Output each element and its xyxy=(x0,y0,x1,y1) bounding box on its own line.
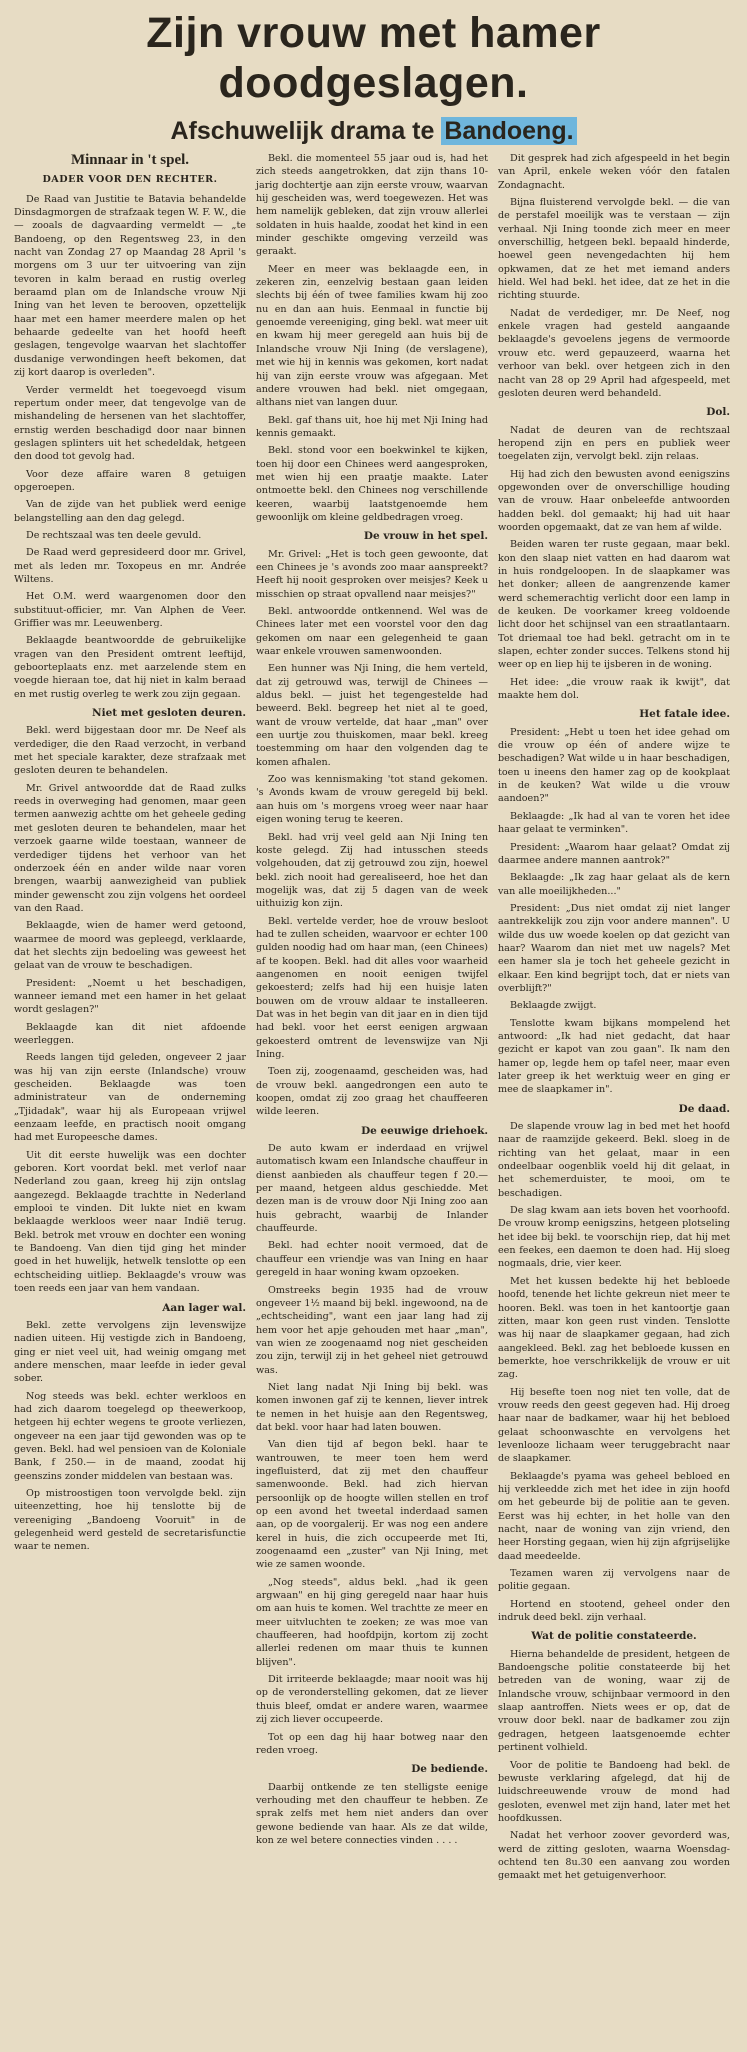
paragraph: President: „Waarom haar gelaat? Omdat zij daarmee andere mannen aantrok?" xyxy=(498,841,730,866)
paragraph: Bekl. stond voor een boekwinkel te kijken, toen hij door een Chinees werd aangesproken, met wien hij een praatje maakte. Later ontmoette bekl. den Chinees nog verschillende keeren, waarbij laatstgenoemde hem gewoonlijk om kleine geldbedragen vroeg. xyxy=(256,445,488,523)
paragraph: Hortend en stootend, geheel onder den indruk deed bekl. zijn verhaal. xyxy=(498,1598,730,1624)
column-3 xyxy=(498,152,730,1887)
paragraph: Voor de politie te Bandoeng had bekl. de bewuste verklaring afgelegd, dat hij de luidschreeuwende vrouw de mond had gesloten, evenwel met zijn hand, later met het hoofdkussen. xyxy=(498,1759,730,1824)
paragraph: Hij had zich den bewusten avond eenigszins opgewonden over de onverschillige houding van de vrouw. Haar onbeleefde antwoorden hadden bekl. dol gemaakt; hij had uit haar woorden opgemaakt, dat ze van hem af wilde. xyxy=(498,468,730,533)
paragraph: Beklaagde beantwoordde de gebruikelijke vragen van den President omtrent leeftijd, geboorteplaats enz. met aarzelende stem en voegde hieraan toe, dat hij niet in kalm beraad en met rustig overleg te werk zou zijn gegaan. xyxy=(14,635,246,700)
subhead xyxy=(14,116,733,146)
paragraph: Hierna behandelde de president, hetgeen de Bandoengsche politie constateerde bij het betreden van de woning, waar zij de Inlandsche vrouw, schijnbaar vermoord in den slaap aantroffen. Niets wees er op, dat de vrouw door bekl. naar de badkamer zou zijn gedragen, hetgeen laatsgenoemde echter pertinent volhield. xyxy=(498,1648,730,1754)
paragraph: De Raad werd gepresideerd door mr. Grivel, met als leden mr. Toxopeus en mr. Andrée Wiltens. xyxy=(14,547,246,585)
paragraph: Bekl. vertelde verder, hoe de vrouw besloot had te zullen scheiden, waarvoor er echter 100 gulden noodig had om haar man, (een Chinees) af te koopen. Bekl. had dit alles voor waarheid aangenomen en nooit eenigen twijfel gekoesterd; zelfs had hij een huisje laten bouwen om de vrouw aldaar te installeeren. Dat was in het begin van dit jaar en in dien tijd had bekl. voor het eerst eenigen argwaan gekoesterd omtrent de levenswijze van Nji Ining. xyxy=(256,915,488,1060)
paragraph: Tenslotte kwam bijkans mompelend het antwoord: „Ik had niet gedacht, dat haar gezicht er kapot van zou gaan". Ik nam den hamer op, legde hem op tafel neer, maar even later greep ik het werktuig weer en ging er mee de slaapkamer in". xyxy=(498,1017,730,1096)
paragraph: Meer en meer was beklaagde een, in zekeren zin, eenzelvig bestaan gaan leiden slechts bij één of twee families kwam hij zoo nu en dan aan huis. Eenmaal in functie bij genoemde vereeniging, ging bekl. wat meer uit en kwam hij meer geregeld aan huis bij de Inlandsche vrouw Nji Ining (de verslagene), met wie hij in kennis was gekomen, kort nadat hij van zijn eerste vrouw was afgegaan. Met andere vrouwen had bekl. niet omgegaan, althans niet van langen duur. xyxy=(256,263,488,409)
section-heading: Niet met gesloten deuren. xyxy=(92,707,246,720)
section-heading: De daad. xyxy=(678,1102,730,1115)
section-dader: DADER VOOR DEN RECHTER. xyxy=(42,174,218,186)
subhead-city: Bandoeng. xyxy=(441,117,576,145)
paragraph: Een hunner was Nji Ining, die hem verteld, dat zij getrouwd was, terwijl de Chinees — aldus bekl. — juist het tegengestelde had beweerd. Bekl. begreep het niet al te goed, want de vrouw vertelde, dat haar „man" over een uurtje zou thuiskomen, maar bekl. kreeg toestemming om haar den volgenden dag te komen afhalen. xyxy=(256,663,488,768)
paragraph: Bekl. die momenteel 55 jaar oud is, had het zich steeds aangetrokken, dat zijn thans 10-jarig dochtertje aan zijn eerste vrouw, waarvan hij gescheiden was, werd toegewezen. Het was hem namelijk gebleken, dat zijn vrouw allerlei soldaten in huis haalde, zoodat het kind in een minder geschikte omgeving verzeild was geraakt. xyxy=(256,153,488,258)
paragraph: Uit dit eerste huwelijk was een dochter geboren. Kort voordat bekl. met verlof naar Nederland zou gaan, kreeg hij zijn ontslag aangezegd. Beklaagde trachtte in Nederland emplooi te vinden. Dit lukte niet en kwam beklaagde werkloos weer naar Indië terug. Bekl. betrok met vrouw en dochter een woning te Bandoeng. Van dien tijd ging het minder goed in het huwelijk, hetwelk tenslotte op een echtscheiding uitliep. Beklaagde's vrouw was toen reeds een jaar van hem vandaan. xyxy=(14,1149,246,1295)
paragraph: Bekl. zette vervolgens zijn levenswijze nadien uiteen. Hij vestigde zich in Bandoeng, ging er niet veel uit, had weinig omgang met andere menschen, maar leefde in ieder geval sober. xyxy=(14,1319,246,1385)
paragraph: „Nog steeds", aldus bekl. „had ik geen argwaan" en hij ging geregeld naar haar huis om aan huis te komen. Wel trachtte ze meer en meer uitvluchten te zoeken; ze was moe van chauffeeren, had hoofdpijn, kortom zij zocht allerlei redenen om maar thuis te kunnen blijven". xyxy=(256,1576,488,1668)
paragraph: Beiden waren ter ruste gegaan, maar bekl. kon den slaap niet vatten en had daarom wat in huis rondgeloopen. In de slaapkamer was het donker; alleen de aangrenzende kamer werd schemerachtig verlicht door een lamp in de keuken. De voorkamer kreeg voldoende licht door het schijnsel van een straatlantaarn. Tot driemaal toe had bekl. getracht om in te slapen, echter zonder succes. Telkens stond hij weer op en liep hij te ijsberen in de woning. xyxy=(498,539,730,671)
paragraph: Mr. Grivel: „Het is toch geen gewoonte, dat een Chinees je 's avonds zoo maar aanspreekt? Heeft hij nooit gesproken over meisjes? Keek u misschien op straat opvallend naar meisjes?" xyxy=(256,548,488,600)
paragraph: Beklaagde's pyama was geheel bebloed en hij verkleedde zich met het idee in zijn hoofd om het gebeurde bij de politie aan te geven. Eerst was hij echter, in het holle van den nacht, naar de woning van zijn vriend, den heer Horsting gegaan, wien hij zijn afgrijselijke daad meedeelde. xyxy=(498,1470,730,1562)
paragraph: Nadat de deuren van de rechtszaal heropend zijn en pers en publiek weer toegelaten zijn, vervolgt bekl. zijn relaas. xyxy=(498,424,730,463)
section-heading: Het fatale idee. xyxy=(639,708,730,721)
paragraph: Van de zijde van het publiek werd eenige belangstelling aan den dag gelegd. xyxy=(14,499,246,524)
paragraph: President: „Noemt u het beschadigen, wanneer iemand met een hamer in het gelaat wordt geslagen?" xyxy=(14,977,246,1016)
paragraph: De rechtszaal was ten deele gevuld. xyxy=(26,529,202,541)
column-2 xyxy=(256,152,488,1887)
paragraph: Bekl. gaf thans uit, hoe hij met Nji Ining had kennis gemaakt. xyxy=(256,414,488,439)
paragraph: Nog steeds was bekl. echter werkloos en had zich daarom toegelegd op theewerkoop, hetgeen hij echter wegens te groote verliezen, ongeveer na een jaar tijd gewonden was op te geven. Bekl. had wel pensioen van de Koloniale Bank, f 250.— in de maand, zoodat hij geenszins zonder middelen van bestaan was. xyxy=(14,1390,246,1482)
paragraph: Beklaagde: „Ik had al van te voren het idee haar gelaat te verminken". xyxy=(498,810,730,836)
paragraph: Nadat de verdediger, mr. De Neef, nog enkele vragen had gesteld aangaande beklaagde's gevoelens jegens de vermoorde vrouw etc. werd gepauzeerd, waarna het verhoor van bekl. over hetgeen zich in den nacht van 28 op 29 April had afgespeeld, met gesloten deuren werd behandeld. xyxy=(498,307,730,399)
paragraph: Bekl. werd bijgestaan door mr. De Neef als verdediger, die den Raad verzocht, in verband met het speciale karakter, deze strafzaak met gesloten deuren te behandelen. xyxy=(14,725,246,777)
paragraph: Reeds langen tijd geleden, ongeveer 2 jaar was hij van zijn eerste (Inlandsche) vrouw gescheiden. Beklaagde was toen administrateur van de onderneming „Tjidadak", waar hij als Europeaan vrijwel eenzaam leefde, en practisch nooit omgang had met Europeesche dames. xyxy=(14,1052,246,1144)
paragraph: Bekl. antwoordde ontkennend. Wel was de Chinees later met een voorstel voor den dag gekomen om naar een gelegenheid te gaan waar enkele vrouwen samenwoonden. xyxy=(256,606,488,658)
paragraph: Beklaagde zwijgt. xyxy=(510,1000,597,1012)
headline: Zijn vrouw met hamer doodgeslagen. xyxy=(146,9,601,107)
paragraph: Voor deze affaire waren 8 getuigen opgeroepen. xyxy=(14,468,246,493)
paragraph: Het O.M. werd waargenomen door den substituut-officier, mr. Van Alphen de Veer. Griffier was mr. Leeuwenberg. xyxy=(14,591,246,629)
paragraph: Niet lang nadat Nji Ining bij bekl. was komen inwonen gaf zij te kennen, liever intrek te nemen in het huisje aan den Regentsweg, dat bekl. voor haar had laten bouwen. xyxy=(256,1381,488,1433)
paragraph: Bekl. had vrij veel geld aan Nji Ining ten koste gelegd. Zij had intusschen steeds volgehouden, dat zij getrouwd zou zijn, hoewel bekl. zich nooit had gerealiseerd, hoe het dan mogelijk was, dat zij 5 dagen van de week uithuizig kon zijn. xyxy=(256,831,488,910)
paragraph: De slapende vrouw lag in bed met het hoofd naar de raamzijde gekeerd. Bekl. sloeg in de richting van het gelaat, maar in een ondeelbaar oogenblik voeld hij dit gelaat, in het schemerduister, te mooi, om te beschadigen. xyxy=(498,1121,730,1199)
section-heading: De vrouw in het spel. xyxy=(363,530,488,543)
paragraph: Dit irriteerde beklaagde; maar nooit was hij op de veronderstelling gekomen, dat ze liever thuis bleef, omdat er andere waren, waarmee zij zich liever occupeerde. xyxy=(256,1674,488,1726)
paragraph: Beklaagde, wien de hamer werd getoond, waarmee de moord was gepleegd, verklaarde, dat het slechts zijn bedoeling was geweest het gelaat van de vrouw te beschadigen. xyxy=(14,920,246,972)
paragraph: De slag kwam aan iets boven het voorhoofd. De vrouw kromp eenigszins, hetgeen plotseling het idee bij bekl. te voorschijn riep, dat hij met een feekes, een daemon te doen had. Hij sloeg nogmaals, drie, vier keer. xyxy=(498,1205,730,1270)
section-heading: De bediende. xyxy=(411,1763,488,1776)
paragraph: Omstreeks begin 1935 had de vrouw ongeveer 1½ maand bij bekl. ingewoond, na de „echtscheiding", want een jaar lang had zij hem voor het apje gehouden met haar „man", van wien ze zoogenaamd nog niet gescheiden zou zijn, terwijl zij in het geheel niet getrouwd was. xyxy=(256,1284,488,1376)
paragraph: Van dien tijd af begon bekl. haar te wantrouwen, te meer toen hem werd ingefluisterd, dat zij met den chauffeur samenwoonde. Bekl. had zich hiervan persoonlijk op de hoogte willen stellen en trof op een avond het tweetal inderdaad samen aan, op de voorgalerij. Er was nog een andere kerel in huis, die zich occupeerde met Iti, zoogenaamd een „zuster" van Nji Ining, met wie ze samen woonde. xyxy=(256,1439,488,1571)
paragraph: De Raad van Justitie te Batavia behandelde Dinsdagmorgen de strafzaak tegen W. F. W., die — zooals de dagvaarding vermeldt — „te Bandoeng, op den Regentsweg 23, in den nacht van Zondag 27 op Maandag 28 April 's morgens om 3 uur ter uitvoering van zijn tevoren in kalm beraad en rustig overleg beraamd plan om de Inlandsche vrouw Nji Ining van het leven te berooven, opzettelijk haar met een hamer meerdere malen op het behaarde gedeelte van het hoofd heeft geslagen, tengevolge waarvan het slachtoffer dusdanige verwondingen heeft bekomen, dat zij kort daarop is overleden". xyxy=(14,193,246,379)
paragraph: Bekl. had echter nooit vermoed, dat de chauffeur een vriendje was van Ining en haar geregeld in haar woning kwam opzoeken. xyxy=(256,1240,488,1279)
paragraph: Op mistroostigen toon vervolgde bekl. zijn uiteenzetting, hoe hij tenslotte bij de vereeniging „Bandoeng Vooruit" in de gelegenheid werd gesteld de secretarisfunctie waar te nemen. xyxy=(14,1487,246,1553)
column-1 xyxy=(14,152,246,1887)
paragraph: President: „Dus niet omdat zij niet langer aantrekkelijk zou zijn voor andere mannen". U wilde dus uw woede koelen op dat gezicht van haar? Waarom dan niet met uw nagels? Met een hamer sla je toch het geheele gezicht in elkaar. Een kind begrijpt toch, dat er niets van overblijft?" xyxy=(498,902,730,994)
paragraph: Bijna fluisterend vervolgde bekl. — die van de perstafel moeilijk was te verstaan — zijn verhaal. Nji Ining toonde zich meer en meer onverschillig, hetgeen bekl. bepaald hinderde, hoewel geen nevengedachten hij hem opkwamen, dat ze het met iemand anders hield. Wel had bekl. het idee, dat ze het in die richting stuurde. xyxy=(498,197,730,302)
paragraph: De auto kwam er inderdaad en vrijwel automatisch kwam een Inlandsche chauffeur in dienst aanbieden als chauffeur tegen f 20.— per maand, hetgeen aldus geschiedde. Met dezen man is de vrouw door Nji Ining zoo aan huis gebracht, waarbij de Inlander chauffeurde. xyxy=(256,1143,488,1235)
paragraph: Tezamen waren zij vervolgens naar de politie gegaan. xyxy=(498,1568,730,1593)
section-heading: Dol. xyxy=(706,406,730,419)
paragraph: Met het kussen bedekte hij het bebloede hoofd, tenende het lichte gekreun niet meer te hooren. Bekl. was toen in het kantoortje gaan zitten, maar kon geen rust vinden. Tenslotte was hij naar de slaapkamer gegaan, had zich aangekleed. Bekl. zag het bebloede kussen en bemerkte, hoe verschrikkelijk de vrouw er uit zag. xyxy=(498,1275,730,1381)
paragraph: Het idee: „die vrouw raak ik kwijt", dat maakte hem dol. xyxy=(498,676,730,702)
subhead-prefix: Afschuwelijk drama te xyxy=(170,117,442,145)
paragraph: Daarbij ontkende ze ten stelligste eenige verhouding met den chauffeur te hebben. Ze sprak zelfs met hem niet anders dan over gewone bediende van haar. Als ze dat wilde, kon ze wel betere connecties vinden . . . . xyxy=(256,1781,488,1846)
section-heading: Aan lager wal. xyxy=(162,1301,246,1314)
paragraph: Toen zij, zoogenaamd, gescheiden was, had de vrouw bekl. aangedrongen een auto te koopen, omdat zij zoo graag het chauffeeren wilde leeren. xyxy=(256,1066,488,1118)
article-columns xyxy=(14,152,733,1887)
paragraph: Hij besefte toen nog niet ten volle, dat de vrouw reeds den geest gegeven had. Hij droeg haar naar de badkamer, waar hij het bebloed gelaat schoonwaschte en vervolgens het levenlooze lichaam weer teruggebracht naar de slaapkamer. xyxy=(498,1386,730,1465)
paragraph: Verder vermeldt het toegevoegd visum repertum onder meer, dat tengevolge van de mishandeling de hersenen van het slachtoffer, ernstig werden beschadigd door naar binnen geslagen splinters uit het schedeldak, hetgeen den dood tot gevolg had. xyxy=(14,384,246,463)
kicker: Minnaar in 't spel. xyxy=(70,152,190,168)
paragraph: Nadat het verhoor zoover gevorderd was, werd de zitting gesloten, waarna Woensdag-ochtend ten 8u.30 een aanvang zou worden gemaakt met het getuigenverhoor. xyxy=(498,1830,730,1882)
paragraph: Mr. Grivel antwoordde dat de Raad zulks reeds in overweging had genomen, maar geen termen aanwezig achtte om het geheele geding met gesloten deuren te behandelen, maar het verzoek gaarne wilde toestaan, wanneer de verdediger tijdens het verhoor van het onderzoek één en ander wilde naar voren brengen, waarbij aanwezigheid van publiek minder gewenscht zou zijn volgens het oordeel van den Raad. xyxy=(14,782,246,914)
paragraph: Tot op een dag hij haar botweg naar den reden vroeg. xyxy=(256,1731,488,1756)
paragraph: Beklaagde kan dit niet afdoende weerleggen. xyxy=(14,1021,246,1046)
section-heading: De eeuwige driehoek. xyxy=(361,1124,488,1137)
paragraph: President: „Hebt u toen het idee gehad om die vrouw op één of andere wijze te beschadigen? Wat wilde u in haar beschadigen, toen u ineens den hamer zag op de kookplaat in de keuken? Wat wilde u die vrouw aandoen?" xyxy=(498,726,730,805)
paragraph: Zoo was kennismaking 'tot stand gekomen. 's Avonds kwam de vrouw geregeld bij bekl. aan huis om 's morgens vroeg weer naar haar eigen woning terug te keeren. xyxy=(256,774,488,826)
paragraph: Beklaagde: „Ik zag haar gelaat als de kern van alle moeilijkheden..." xyxy=(498,872,730,897)
section-heading: Wat de politie constateerde. xyxy=(531,1630,697,1643)
paragraph: Dit gesprek had zich afgespeeld in het begin van April, enkele weken vóór den fatalen Zondagnacht. xyxy=(498,153,730,191)
